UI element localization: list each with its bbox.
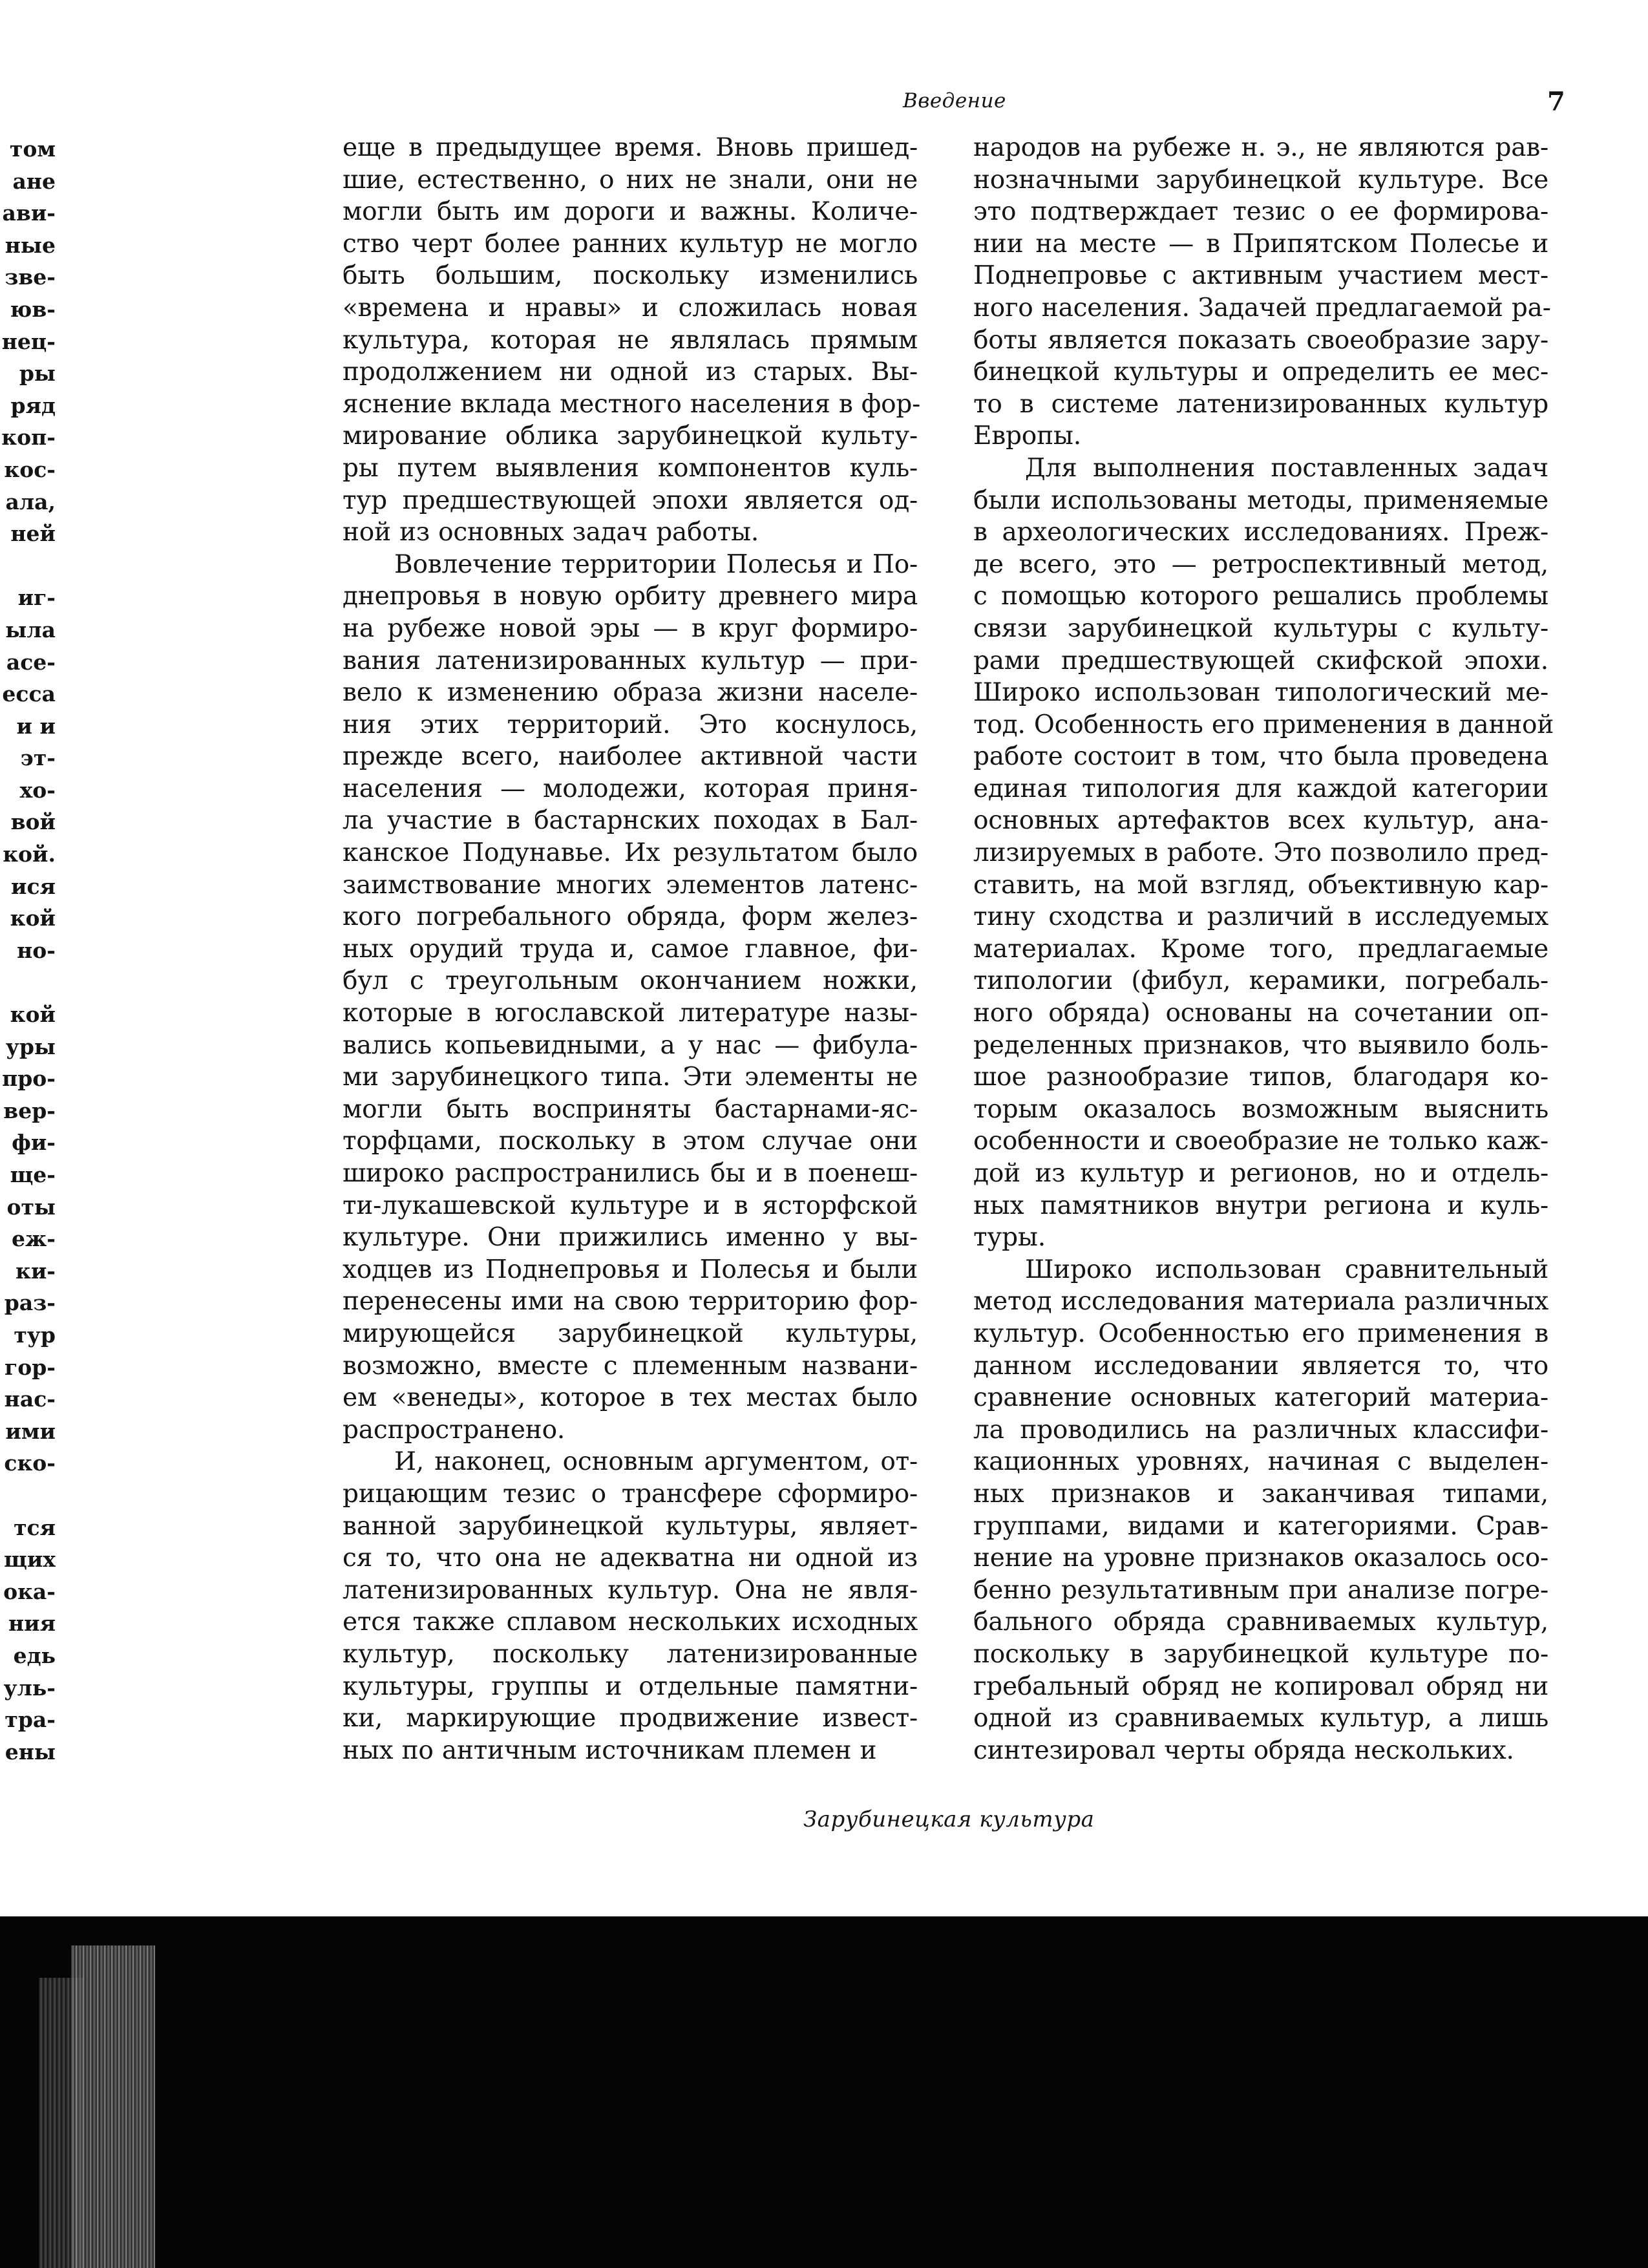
text-line: Европы. [973,421,1081,451]
text-line: быть большим, поскольку изменились [343,261,918,291]
text-line: на рубеже новой эры — в круг формиро- [343,613,918,643]
text-line: ной из основных задач работы. [343,518,759,547]
text-line: ных по античным источникам племен и [343,1735,877,1765]
text-line: торфцами, поскольку в этом случае они [343,1127,918,1156]
text-line: тур предшествующей эпохи является од- [343,485,918,515]
text-line: Широко использован сравнительный [1025,1255,1548,1284]
text-line: ется также сплавом нескольких исходных [343,1607,918,1637]
text-line: народов на рубеже н. э., не являются рав- [973,133,1548,162]
text-line: рицающим тезис о трансфере сформиро- [343,1479,918,1509]
text-line: ных памятников внутри региона и куль- [973,1191,1548,1220]
text-line: сравнение основных категорий материа- [973,1383,1548,1413]
text-line: «времена и нравы» и сложилась новая [343,293,918,323]
text-line: Поднепровье с активным участием мест- [973,261,1548,291]
text-line: ти-лукашевской культуре и в ясторфской [343,1191,918,1220]
text-line: кационных уровнях, начиная с выделен- [973,1447,1548,1477]
text-line: нение на уровне признаков оказалось осо- [973,1543,1548,1573]
text-line: культура, которая не являлась прямым [343,325,918,355]
text-line: лизируемых в работе. Это позволило пред- [973,838,1548,868]
text-line: основных артефактов всех культур, ана- [973,806,1548,836]
text-line: которые в югославской литературе назы- [343,999,918,1028]
paragraph [973,452,1554,1254]
text-line: шие, естественно, о них не знали, они не [343,165,918,195]
paragraph [973,132,1551,452]
text-line: ры путем выявления компонентов куль- [343,453,918,483]
text-line: в археологических исследованиях. Преж- [973,518,1548,547]
text-line: яснение вклада местного населения в фор- [343,389,921,419]
text-line: возможно, вместе с племенным названи- [343,1351,918,1381]
scan-dark-band [0,1916,1648,2268]
text-line: вались копьевидными, а у нас — фибула- [343,1030,918,1060]
facing-page-text-fragment: том ане ави- ные зве- юв- нец- ры ряд коп- кос- ала, ней иг- ыла асе- есса и и эт- хо- вой кой. ися кой но- кой уры про- вер- фи- ще- оты еж- ки- раз- тур гор- нас- ими ско- тся щих ока- ния едь уль- тра- ены [1,136,56,1765]
text-line: днепровья в новую орбиту древнего мира [343,582,918,611]
text-line: перенесены ими на свою территорию фор- [343,1287,918,1317]
text-line: населения — молодежи, которая приня- [343,774,918,803]
text-line: культуре. Они прижились именно у вы- [343,1223,918,1253]
text-line: кого погребального обряда, форм желез- [343,902,918,932]
text-line: поскольку в зарубинецкой культуре по- [973,1639,1548,1669]
left-text-column [343,132,921,1766]
text-line: Для выполнения поставленных задач [1025,453,1548,483]
text-line: ного обряда) основаны на сочетании оп- [973,999,1548,1028]
text-line: были использованы методы, применяемые [973,485,1548,515]
text-line: боты является показать своеобразие зару- [973,325,1548,355]
text-line: ходцев из Поднепровья и Полесья и были [343,1255,918,1284]
text-line: ла проводились на различных классифи- [973,1415,1548,1445]
text-line: могли быть восприняты бастарнами-яс- [343,1094,918,1124]
text-line: И, наконец, основным аргументом, от- [394,1447,918,1477]
text-line: бул с треугольным окончанием ножки, [343,966,918,996]
text-line: группами, видами и категориями. Срав- [973,1511,1548,1541]
text-line: гребальный обряд не копировал обряд ни [973,1671,1548,1701]
text-line: единая типология для каждой категории [973,774,1548,803]
text-line: канское Подунавье. Их результатом было [343,838,918,868]
text-line: связи зарубинецкой культуры с культу- [973,613,1548,643]
text-line: широко распространились бы и в поенеш- [343,1159,918,1188]
right-text-column [973,132,1554,1766]
text-line: нии на месте — в Припятском Полесье и [973,229,1548,259]
text-line: культур, поскольку латенизированные [343,1639,918,1669]
text-line: с помощью которого решались проблемы [973,582,1548,611]
text-line: бального обряда сравниваемых культур, [973,1607,1548,1637]
text-line: это подтверждает тезис о ее формирова- [973,197,1548,227]
text-line: ки, маркирующие продвижение извест- [343,1704,918,1733]
text-line: рами предшествующей скифской эпохи. [973,646,1548,675]
text-line: латенизированных культур. Она не явля- [343,1575,918,1605]
text-line: ставить, на мой взгляд, объективную кар- [973,870,1548,900]
text-line: дой из культур и регионов, но и отдель- [973,1159,1548,1188]
text-line: ся то, что она не адекватна ни одной из [343,1543,918,1573]
text-line: культур. Особенностью его применения в [973,1319,1548,1348]
paragraph [343,549,918,1447]
paragraph [343,1446,918,1766]
page-number: 7 [1547,87,1565,117]
text-line: то в системе латенизированных культур [973,389,1548,419]
text-line: могли быть им дороги и важны. Количе- [343,197,918,227]
text-line: ных признаков и заканчивая типами, [973,1479,1548,1509]
text-line: ного населения. Задачей предлагаемой ра- [973,293,1551,323]
scan-noise-strip [71,1945,155,2268]
text-line: вело к изменению образа жизни населе- [343,678,918,708]
text-line: синтезировал черты обряда нескольких. [973,1735,1514,1765]
running-footer: Зарубинецкая культура [803,1807,1095,1832]
text-line: торым оказалось возможным выяснить [973,1094,1548,1124]
text-line: бенно результативным при анализе погре- [973,1575,1548,1605]
text-line: работе состоит в том, что была проведена [973,742,1548,772]
text-line: ла участие в бастарнских походах в Бал- [343,806,918,836]
text-line: культуры, группы и отдельные памятни- [343,1671,918,1701]
text-line: де всего, это — ретроспективный метод, [973,549,1548,579]
text-line: заимствование многих элементов латенс- [343,870,918,900]
running-header: Введение [903,89,1006,112]
text-line: данном исследовании является то, что [973,1351,1548,1381]
text-line: особенности и своеобразие не только каж- [973,1127,1548,1156]
text-line: мирование облика зарубинецкой культу- [343,421,918,451]
text-line: нозначными зарубинецкой культуре. Все [973,165,1548,195]
text-line: ределенных признаков, что выявило боль- [973,1030,1548,1060]
paragraph [973,1254,1548,1767]
text-line: шое разнообразие типов, благодаря ко- [973,1063,1548,1092]
text-line: распространено. [343,1415,565,1445]
text-line: еще в предыдущее время. Вновь пришед- [343,133,918,162]
text-line: типологии (фибул, керамики, погребаль- [973,966,1548,996]
text-line: одной из сравниваемых культур, а лишь [973,1704,1548,1733]
text-line: туры. [973,1223,1046,1253]
text-line: ванной зарубинецкой культуры, являет- [343,1511,918,1541]
text-line: вания латенизированных культур — при- [343,646,918,675]
paragraph [343,132,921,549]
text-line: ем «венеды», которое в тех местах было [343,1383,918,1413]
text-line: ми зарубинецкого типа. Эти элементы не [343,1063,918,1092]
text-line: Вовлечение территории Полесья и По- [394,549,918,579]
text-line: прежде всего, наиболее активной части [343,742,918,772]
text-line: метод исследования материала различных [973,1287,1548,1317]
text-line: продолжением ни одной из старых. Вы- [343,357,918,387]
text-line: ных орудий труда и, самое главное, фи- [343,934,918,964]
text-line: материалах. Кроме того, предлагаемые [973,934,1548,964]
text-line: тод. Особенность его применения в данной [973,710,1554,739]
text-line: Широко использован типологический ме- [973,678,1548,708]
text-line: бинецкой культуры и определить ее мес- [973,357,1548,387]
text-line: тину сходства и различий в исследуемых [973,902,1548,932]
text-line: ния этих территорий. Это коснулось, [343,710,918,739]
text-line: мирующейся зарубинецкой культуры, [343,1319,918,1348]
text-line: ство черт более ранних культур не могло [343,229,918,259]
